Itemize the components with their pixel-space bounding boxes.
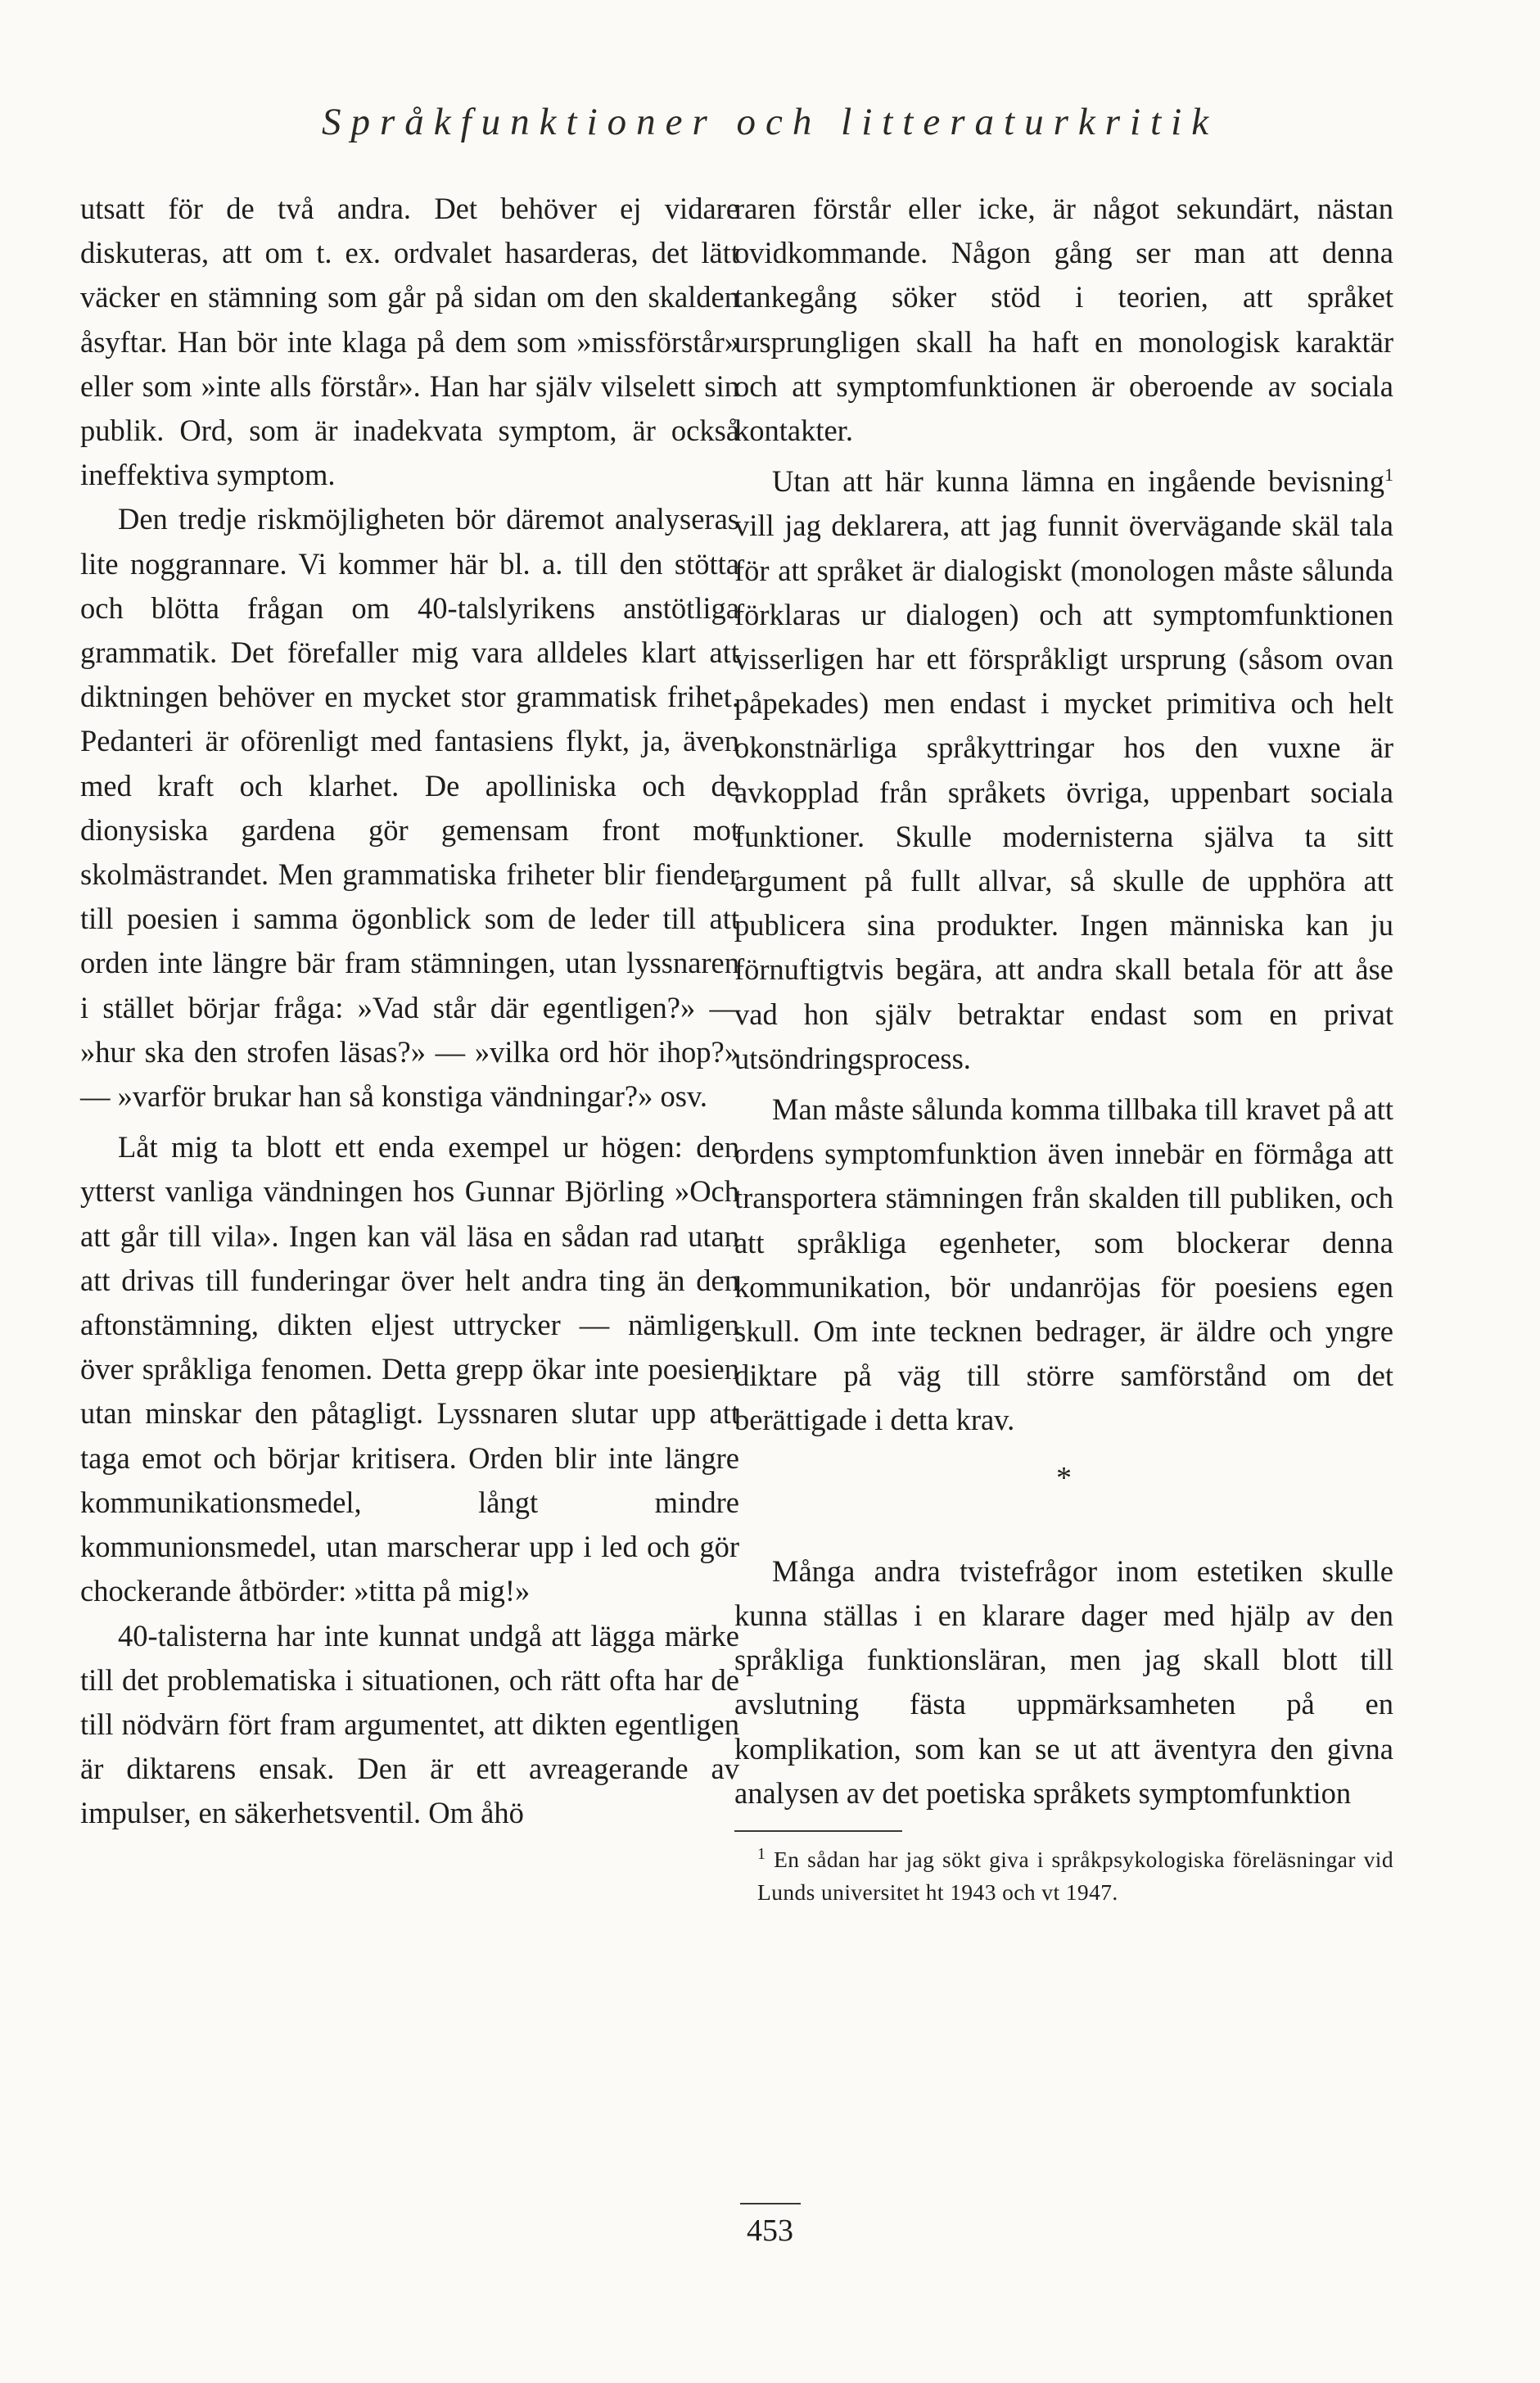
section-asterism: * [1056,1460,1072,1495]
paragraph-left-1: utsatt för de två andra. Det behöver ej vidare diskuteras, att om t. ex. ordvalet hasarderas, det lätt väcker en stämning som går på sidan om den skalden åsyftar. Han bör inte klaga på dem som »missförstår» eller som »inte alls förstår». Han har själv vilselett sin publik. Ord, som är inadekvata symptom, är också ineffektiva symptom. [80,192,739,492]
paragraph-right-4: Många andra tvistefrågor inom estetiken skulle kunna ställas i en klarare dager med hjälp av den språkliga funktionsläran, men jag skall blott till avslutning fästa uppmärksamheten på en komplikation, som kan se ut att äventyra den givna analysen av det poetiska språkets symptomfunktion [734,1553,1393,1810]
footnote-reference: 1 [1384,464,1393,486]
footnote [734,1843,1393,1909]
paragraph-right-3: Man måste sålunda komma tillbaka till kravet på att ordens symptomfunktion även innebär en förmåga att transportera stämningen från skalden till publiken, och att språkliga egenheter, som blockerar denna kommunikation, bör undanröjas för poesiens egen skull. Om inte tecknen bedrager, är äldre och yngre diktare på väg till större samförstånd om det berättigade i detta krav. [734,1092,1393,1437]
running-head: Språkfunktioner och litteraturkritik [321,101,1219,143]
paragraph-right-2-end: vill jag deklarera, att jag funnit övervägande skäl tala för att språket är dialogiskt (monologen måste sålunda förklaras ur dialogen) och att symptomfunktionen visserligen har ett förspråkligt ursprung (såsom ovan påpekades) men endast i mycket primitiva och helt okonstnärliga språkyttringar hos den vuxne är avkopplad från språkets övriga, uppenbart sociala funktioner. Skulle modernisterna själva ta sitt argument på fullt allvar, så skulle de upphöra att publicera sina produkter. Ingen människa kan ju förnuftigtvis begära, att andra skall betala för att åse vad hon själv betraktar endast som en privat utsöndringsprocess. [734,509,1393,1075]
paragraph-left-4: 40-talisterna har inte kunnat undgå att lägga märke till det problematiska i situationen, och rätt ofta har de till nödvärn fört fram argumentet, att dikten egentligen är diktarens ensak. Den är ett avreagerande av impulser, en säkerhetsventil. Om åhö [80,1618,739,1830]
footnote-text: En sådan har jag sökt giva i språkpsykologiska föreläsningar vid Lunds universitet ht 1943 och vt 1947. [757,1846,1393,1905]
right-column [734,187,1393,1909]
paragraph-right-1: raren förstår eller icke, är något sekundärt, nästan ovidkommande. Någon gång ser man att denna tankegång söker stöd i teorien, att språket ursprungligen skall ha haft en monologisk karaktär och att symptomfunktionen är oberoende av sociala kontakter. [734,192,1393,448]
footnote-marker: 1 [757,1844,766,1863]
paragraph-left-3: Låt mig ta blott ett enda exempel ur högen: den ytterst vanliga vändningen hos Gunnar Björling »Och att går till vila». Ingen kan väl läsa en sådan rad utan att drivas till funderingar över helt andra ting än den aftonstämning, dikten eljest uttrycker — nämligen över språkliga fenomen. Detta grepp ökar inte poesien utan minskar den påtagligt. Lyssnaren slutar upp att taga emot och börjar kritisera. Orden blir inte längre kommunikationsmedel, långt mindre kommunionsmedel, utan marscherar upp i led och gör chockerande åtbörder: »titta på mig!» [80,1130,739,1608]
paragraph-left-2: Den tredje riskmöjligheten bör däremot analyseras lite noggrannare. Vi kommer här bl. a. till den stötta och blötta frågan om 40-talslyrikens anstötliga grammatik. Det förefaller mig vara alldeles klart att diktningen behöver en mycket stor grammatisk frihet. Pedanteri är oförenligt med fantasiens flykt, ja, även med kraft och klarhet. De apolliniska och de dionysiska gardena gör gemensam front mot skolmästrandet. Men grammatiska friheter blir fiender till poesien i samma ögonblick som de leder till att orden inte längre bär fram stämningen, utan lyssnaren i stället börjar fråga: »Vad står där egentligen?» — »hur ska den strofen läsas?» — »vilka ord hör ihop?» — »varför brukar han så konstiga vändningar?» osv. [80,502,739,1114]
footnote-divider [734,1830,902,1832]
page-number-text: 453 [740,2203,801,2249]
paragraph-right-2 [734,459,1393,1081]
left-column [80,187,739,1836]
paragraph-right-2-start: Utan att här kunna lämna en ingående bevisning [772,464,1384,499]
page-number [0,2203,1540,2249]
